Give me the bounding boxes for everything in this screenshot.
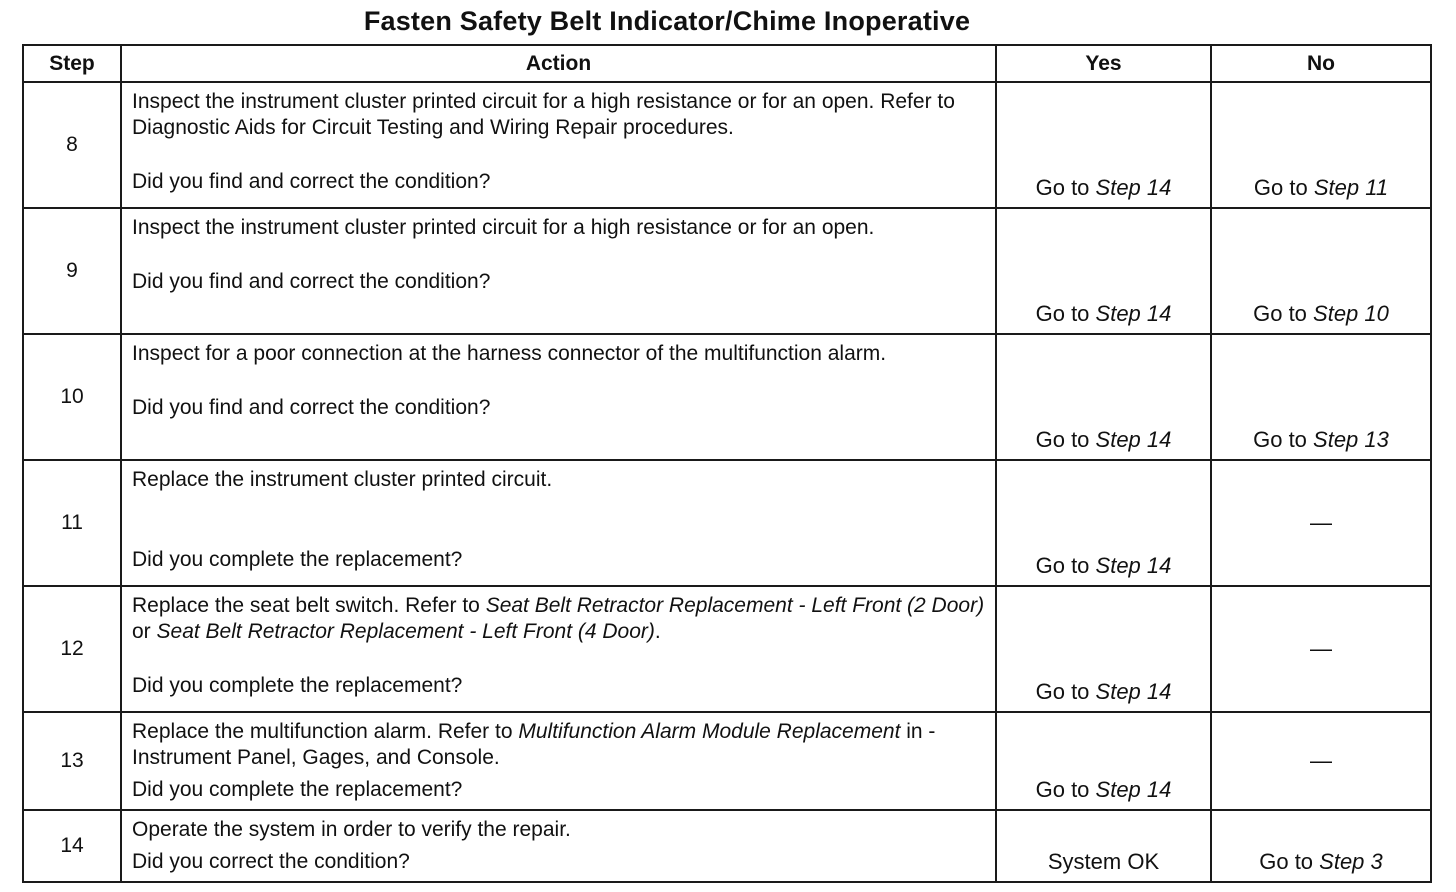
no-cell	[1211, 586, 1431, 712]
step-number: 11	[23, 460, 121, 586]
no-cell	[1211, 460, 1431, 586]
action-text-part: Replace the seat belt switch. Refer to	[132, 594, 486, 617]
action-question: Did you correct the condition?	[132, 850, 410, 873]
action-text-part: or	[132, 620, 157, 643]
action-text: Inspect the instrument cluster printed circuit for a high resistance or for an open.	[132, 216, 875, 239]
no-prefix: Go to	[1253, 175, 1314, 200]
yes-cell	[996, 460, 1211, 586]
action-cell	[121, 334, 996, 460]
action-cell	[121, 810, 996, 882]
yes-cell	[996, 712, 1211, 810]
yes-prefix: Go to	[1035, 553, 1096, 578]
action-question: Did you complete the replacement?	[132, 674, 463, 697]
yes-prefix: Go to	[1035, 175, 1096, 200]
header-step: Step	[23, 45, 121, 82]
action-text	[132, 593, 985, 645]
header-action: Action	[121, 45, 996, 82]
header-no: No	[1211, 45, 1431, 82]
yes-cell	[996, 208, 1211, 334]
header-row	[23, 45, 1431, 82]
no-step-link: Step 11	[1313, 175, 1389, 200]
yes-result: System OK	[1047, 849, 1160, 874]
yes-step-link: Step 14	[1095, 553, 1172, 578]
no-cell	[1211, 82, 1431, 208]
action-text-part: in - Instrument Panel, Gages, and Console.	[132, 720, 936, 769]
yes-step-link: Step 14	[1095, 301, 1172, 326]
step-number: 9	[23, 208, 121, 334]
no-dash: —	[1310, 748, 1332, 773]
action-text-part: .	[654, 620, 661, 643]
action-text-part: Replace the multifunction alarm. Refer to	[132, 720, 519, 743]
yes-cell	[996, 810, 1211, 882]
step-number: 10	[23, 334, 121, 460]
reference-link: Seat Belt Retractor Replacement - Left Front (2 Door)	[485, 594, 985, 617]
action-text: Replace the instrument cluster printed circuit.	[132, 468, 553, 491]
no-cell	[1211, 810, 1431, 882]
action-question: Did you find and correct the condition?	[132, 170, 491, 193]
action-cell	[121, 460, 996, 586]
step-number: 14	[23, 810, 121, 882]
action-text: Operate the system in order to verify the repair.	[132, 818, 571, 841]
no-prefix: Go to	[1259, 849, 1320, 874]
action-question: Did you find and correct the condition?	[132, 396, 491, 419]
action-cell	[121, 82, 996, 208]
yes-cell	[996, 82, 1211, 208]
yes-prefix: Go to	[1035, 777, 1096, 802]
no-cell	[1211, 208, 1431, 334]
reference-link: Seat Belt Retractor Replacement - Left Front (4 Door)	[156, 620, 655, 643]
action-question: Did you complete the replacement?	[132, 778, 463, 801]
action-cell	[121, 586, 996, 712]
no-step-link: Step 13	[1313, 427, 1389, 452]
header-yes: Yes	[996, 45, 1211, 82]
no-cell	[1211, 712, 1431, 810]
diagnostic-table	[22, 44, 1432, 883]
action-text	[132, 719, 985, 771]
yes-step-link: Step 14	[1095, 175, 1172, 200]
no-step-link: Step 10	[1313, 301, 1389, 326]
yes-prefix: Go to	[1035, 301, 1096, 326]
yes-prefix: Go to	[1035, 679, 1096, 704]
step-number: 8	[23, 82, 121, 208]
table-row	[23, 712, 1431, 810]
no-step-link: Step 3	[1319, 849, 1383, 874]
step-number: 12	[23, 586, 121, 712]
table-row	[23, 460, 1431, 586]
table-row	[23, 82, 1431, 208]
yes-step-link: Step 14	[1095, 679, 1172, 704]
table-row	[23, 334, 1431, 460]
no-prefix: Go to	[1253, 301, 1314, 326]
action-text: Inspect the instrument cluster printed circuit for a high resistance or for an open. Refer to Diagnostic Aids for Circuit Testing and Wiring Repair procedures.	[132, 90, 955, 139]
yes-cell	[996, 334, 1211, 460]
yes-prefix: Go to	[1035, 427, 1096, 452]
table-row	[23, 208, 1431, 334]
action-cell	[121, 208, 996, 334]
step-number: 13	[23, 712, 121, 810]
action-cell	[121, 712, 996, 810]
table-row	[23, 586, 1431, 712]
table-row	[23, 810, 1431, 882]
no-dash: —	[1310, 510, 1332, 535]
no-dash: —	[1310, 636, 1332, 661]
action-question: Did you complete the replacement?	[132, 548, 463, 571]
yes-step-link: Step 14	[1095, 427, 1172, 452]
page-title: Fasten Safety Belt Indicator/Chime Inoperative	[363, 6, 971, 36]
no-cell	[1211, 334, 1431, 460]
yes-cell	[996, 586, 1211, 712]
yes-step-link: Step 14	[1095, 777, 1172, 802]
action-text: Inspect for a poor connection at the harness connector of the multifunction alarm.	[132, 342, 887, 365]
no-prefix: Go to	[1253, 427, 1314, 452]
reference-link: Multifunction Alarm Module Replacement	[518, 720, 901, 743]
action-question: Did you find and correct the condition?	[132, 270, 491, 293]
